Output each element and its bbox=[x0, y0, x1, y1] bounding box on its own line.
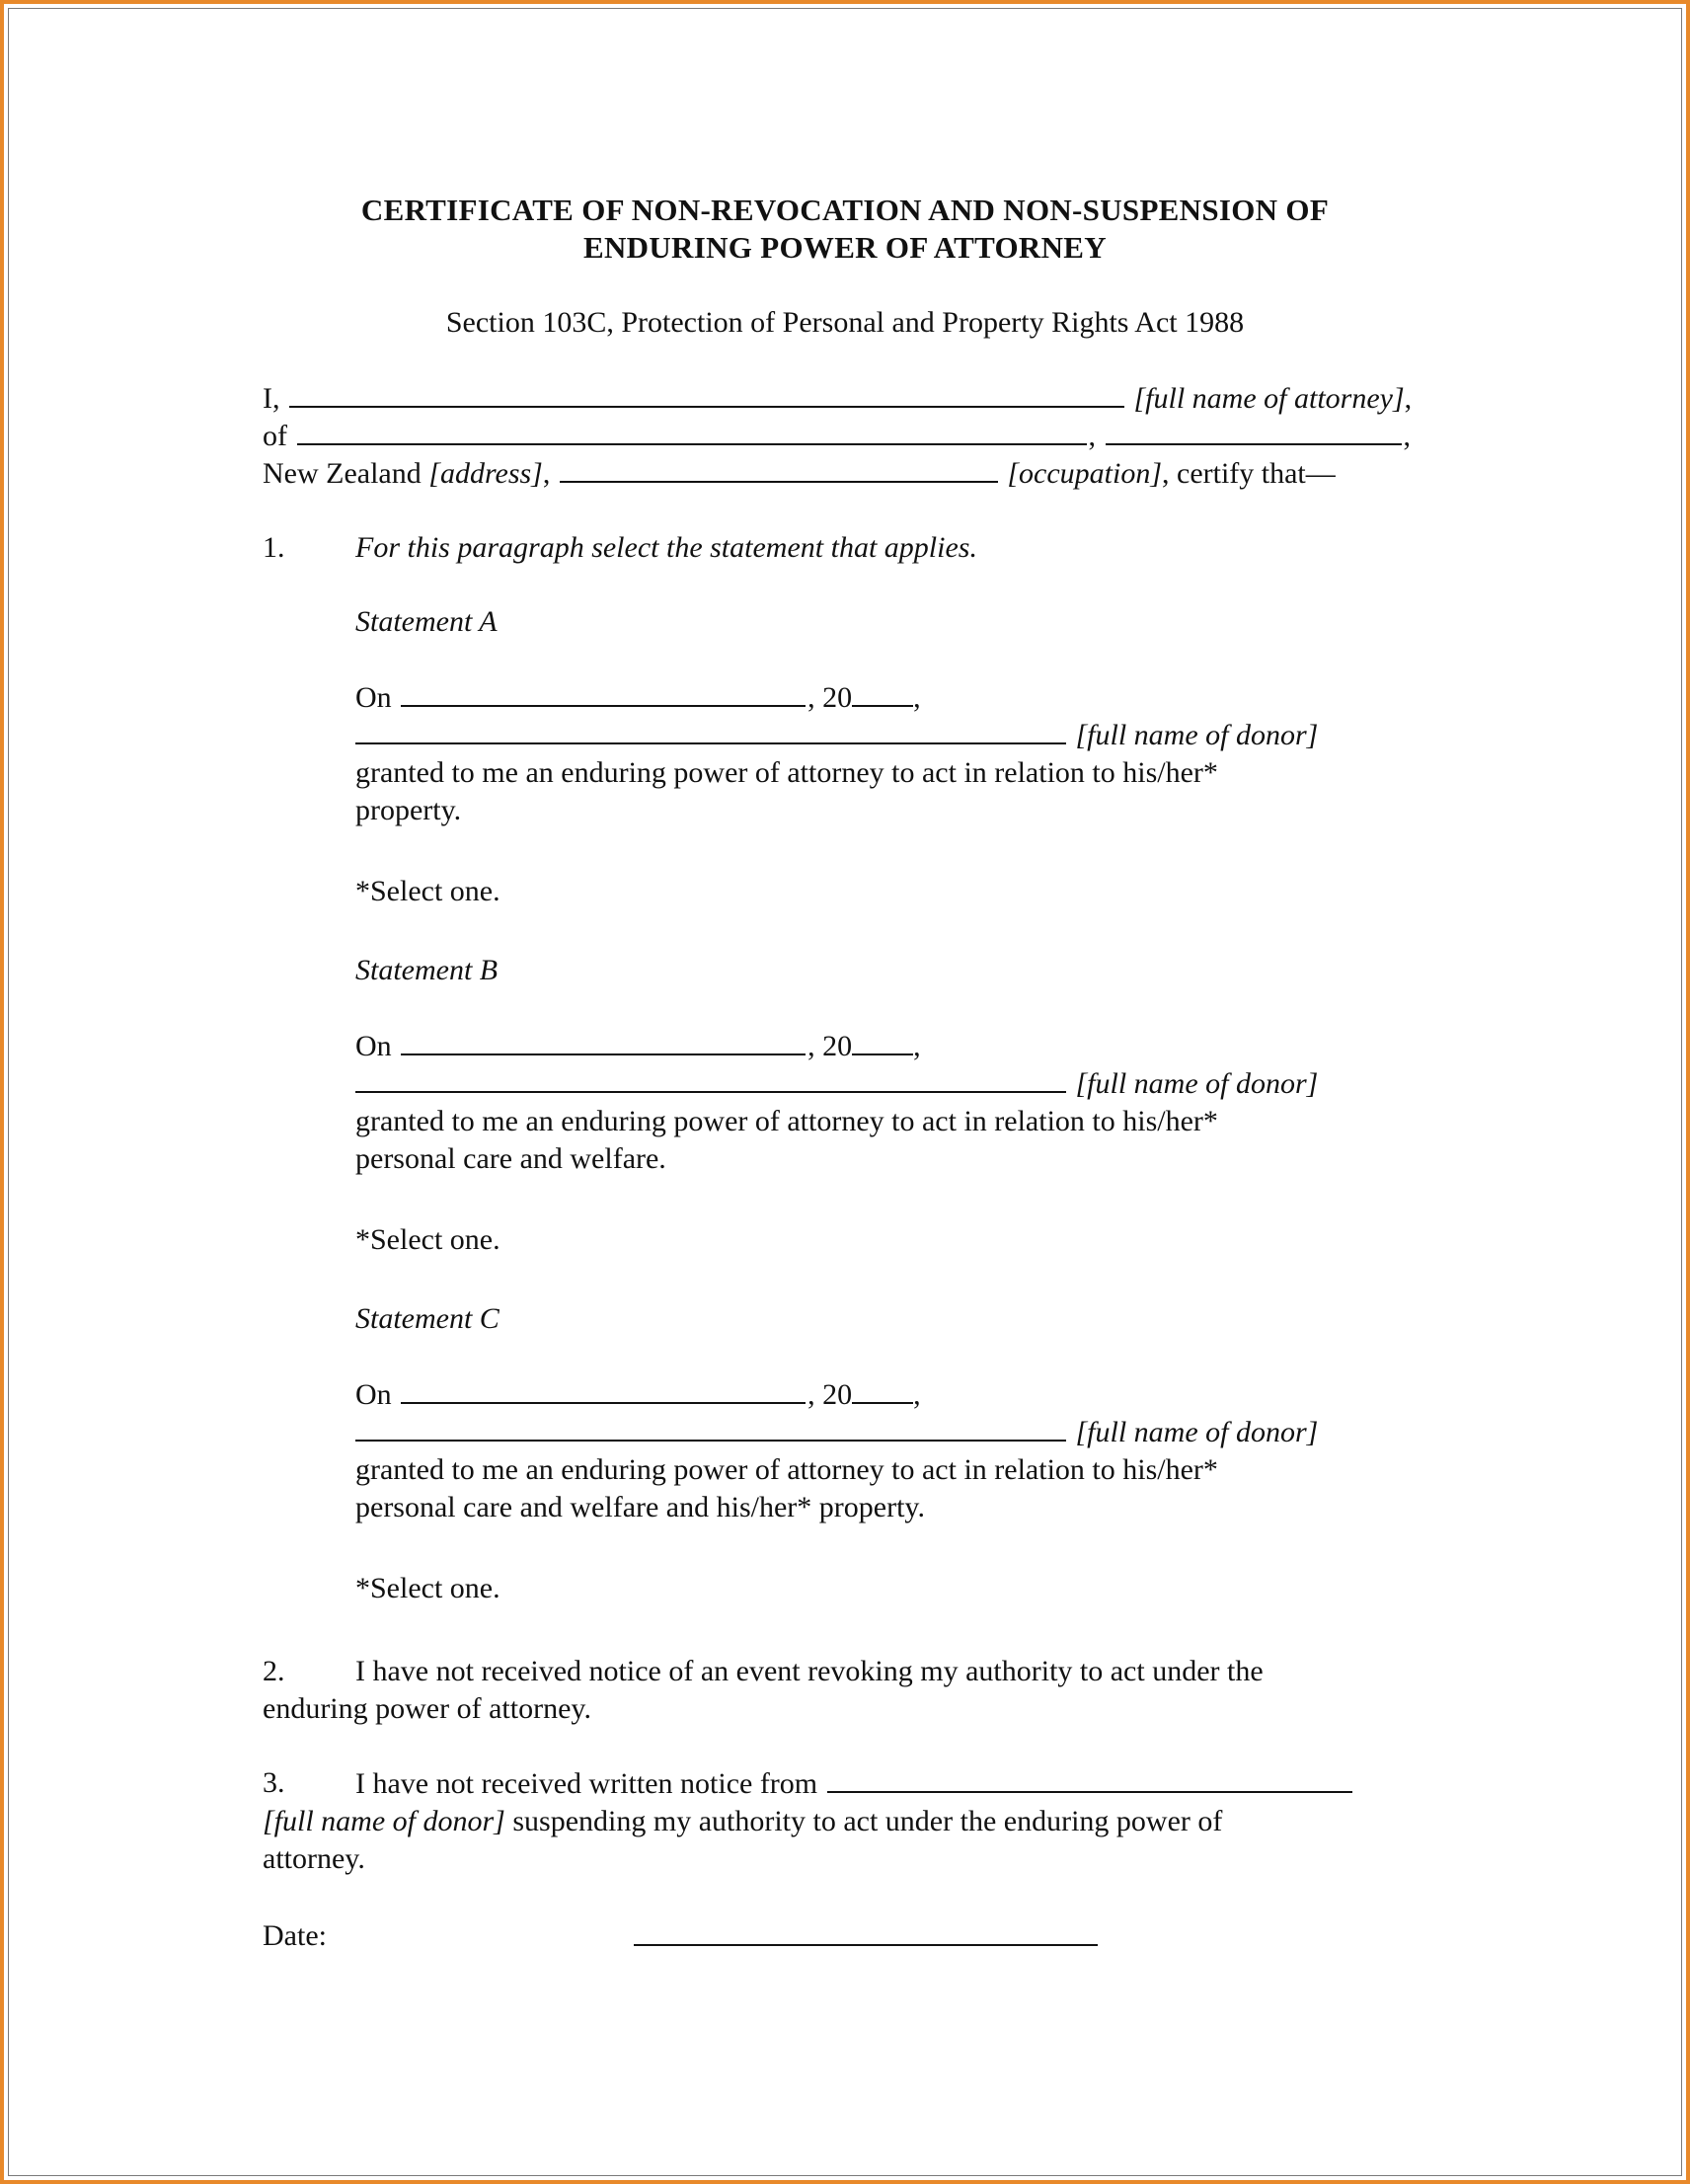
statement-a-text-2: property. bbox=[355, 794, 462, 826]
comma: , bbox=[542, 457, 551, 490]
para2-text-1: I have not received notice of an event revoking my authority to act under the bbox=[355, 1655, 1264, 1687]
statement-c-text-1: granted to me an enduring power of attorney to act in relation to his/her* bbox=[355, 1453, 1218, 1486]
statement-b-heading: Statement B bbox=[355, 954, 499, 986]
para3-line-2 bbox=[263, 1804, 1222, 1839]
statement-a-donor-hint: [full name of donor] bbox=[1075, 719, 1319, 751]
comma: , bbox=[1088, 420, 1096, 452]
statement-c-date-blank[interactable] bbox=[401, 1376, 806, 1404]
statement-a-heading: Statement A bbox=[355, 605, 498, 638]
occupation-blank[interactable] bbox=[560, 455, 998, 483]
statement-c-donor-hint: [full name of donor] bbox=[1075, 1416, 1319, 1448]
comma: , bbox=[1404, 382, 1413, 415]
para3-donor-hint: [full name of donor] bbox=[263, 1805, 505, 1837]
intro-line-2 bbox=[263, 418, 1411, 454]
statement-b-year-blank[interactable] bbox=[852, 1028, 913, 1055]
statement-a-date-line: On , 20 , bbox=[355, 681, 921, 714]
para3-text-2: suspending my authority to act under the enduring power of bbox=[504, 1805, 1223, 1837]
statement-c-year-blank[interactable] bbox=[852, 1376, 913, 1404]
statement-a-select: *Select one. bbox=[355, 875, 500, 907]
on-label: On bbox=[355, 1378, 392, 1411]
para3-donor-blank[interactable] bbox=[827, 1765, 1352, 1793]
statement-a-donor-blank[interactable] bbox=[355, 717, 1066, 744]
certify-text: , certify that— bbox=[1162, 457, 1336, 490]
on-label: On bbox=[355, 681, 392, 714]
of-label: of bbox=[263, 420, 287, 452]
address-blank-1[interactable] bbox=[297, 418, 1087, 445]
statement-c-heading: Statement C bbox=[355, 1302, 499, 1335]
para1-instruction: For this paragraph select the statement that applies. bbox=[355, 531, 977, 564]
occupation-hint: [occupation] bbox=[1007, 457, 1162, 490]
address-blank-2[interactable] bbox=[1106, 418, 1402, 445]
statement-c-donor-blank[interactable] bbox=[355, 1414, 1066, 1442]
attorney-hint: [full name of attorney] bbox=[1133, 382, 1405, 415]
intro-line-1 bbox=[263, 380, 1412, 417]
statement-b-select: *Select one. bbox=[355, 1223, 500, 1256]
statement-c-select: *Select one. bbox=[355, 1572, 500, 1604]
para2-number: 2. bbox=[263, 1655, 285, 1687]
statement-b-date-line: On , 20 , bbox=[355, 1030, 921, 1062]
statement-a-year-blank[interactable] bbox=[852, 679, 913, 707]
statement-a-date-blank[interactable] bbox=[401, 679, 806, 707]
intro-line-3 bbox=[263, 455, 1336, 492]
attorney-name-blank[interactable] bbox=[289, 380, 1124, 408]
statement-a-donor-line bbox=[355, 717, 1318, 753]
statement-b-donor-blank[interactable] bbox=[355, 1065, 1066, 1093]
i-label: I, bbox=[263, 382, 280, 415]
statement-a-text-1: granted to me an enduring power of attorney to act in relation to his/her* bbox=[355, 756, 1218, 789]
statement-b-donor-line bbox=[355, 1065, 1318, 1102]
statement-b-donor-hint: [full name of donor] bbox=[1075, 1067, 1319, 1100]
date-blank[interactable] bbox=[634, 1918, 1098, 1946]
comma: , bbox=[1403, 420, 1411, 452]
para3-text-1: I have not received written notice from bbox=[355, 1767, 818, 1800]
date-label: Date: bbox=[263, 1919, 327, 1952]
para3-text-3: attorney. bbox=[263, 1842, 365, 1875]
para3-line-1 bbox=[355, 1765, 1354, 1802]
statement-c-date-line: On , 20 , bbox=[355, 1378, 921, 1411]
year-label: , 20 bbox=[807, 681, 853, 714]
year-label: , 20 bbox=[807, 1030, 853, 1062]
on-label: On bbox=[355, 1030, 392, 1062]
para2-text-2: enduring power of attorney. bbox=[263, 1692, 591, 1725]
para3-number: 3. bbox=[263, 1766, 285, 1799]
statement-c-donor-line bbox=[355, 1414, 1318, 1450]
title-line-1: CERTIFICATE OF NON-REVOCATION AND NON-SUSPENSION OF bbox=[360, 193, 1330, 227]
title-line-2: ENDURING POWER OF ATTORNEY bbox=[583, 230, 1107, 265]
year-label: , 20 bbox=[807, 1378, 853, 1411]
statement-b-text-2: personal care and welfare. bbox=[355, 1142, 666, 1175]
para1-number: 1. bbox=[263, 531, 285, 564]
statement-c-text-2: personal care and welfare and his/her* property. bbox=[355, 1491, 925, 1523]
address-hint: [address] bbox=[428, 457, 543, 490]
statement-b-date-blank[interactable] bbox=[401, 1028, 806, 1055]
date-line bbox=[634, 1918, 1098, 1955]
nz-label: New Zealand bbox=[263, 457, 422, 490]
statement-b-text-1: granted to me an enduring power of attorney to act in relation to his/her* bbox=[355, 1105, 1218, 1137]
subtitle: Section 103C, Protection of Personal and Property Rights Act 1988 bbox=[445, 306, 1245, 339]
